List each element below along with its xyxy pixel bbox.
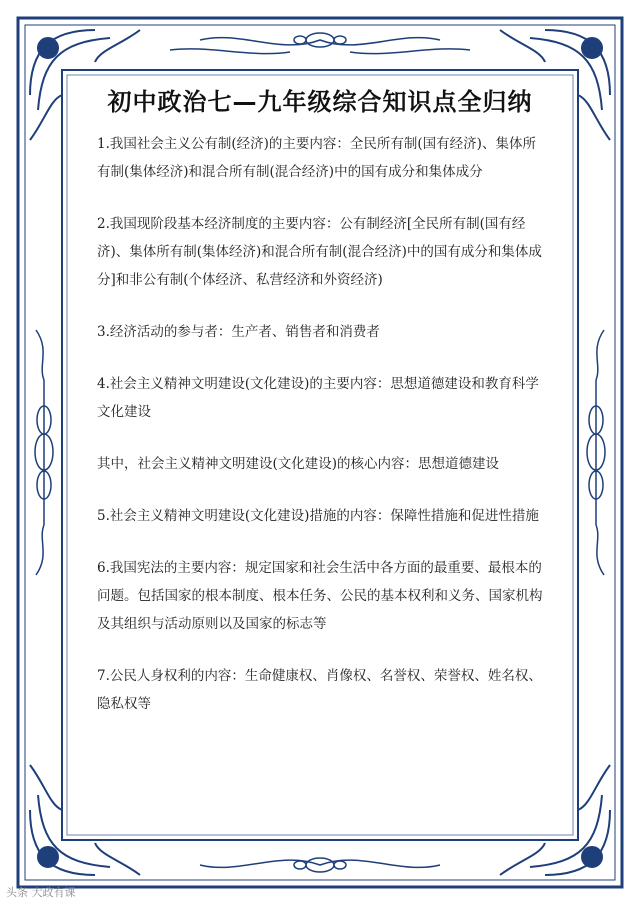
- source-watermark: 头条 大政有课: [6, 886, 76, 899]
- bottom-center-ornament: [200, 858, 440, 872]
- paragraph-3: 3.经济活动的参与者：生产者、销售者和消费者: [97, 324, 380, 340]
- paragraph-6: 6.我国宪法的主要内容：规定国家和社会生活中各方面的最重要、最根本的问题。包括国家的根本制度、根本任务、公民的基本权利和义务、国家机构及其组织与活动原则以及国家的标志等: [97, 560, 543, 632]
- right-side-ornament: [587, 330, 605, 575]
- paragraph-4-core: 其中，社会主义精神文明建设(文化建设)的核心内容：思想道德建设: [97, 456, 500, 472]
- paragraph-5: 5.社会主义精神文明建设(文化建设)措施的内容：保障性措施和促进性措施: [97, 508, 539, 524]
- corner-ornament-bottom-right: [500, 765, 610, 875]
- paragraph-2: 2.我国现阶段基本经济制度的主要内容：公有制经济[全民所有制(国有经济)、集体所有制(集体经济)和混合所有制(混合经济)中的国有成分和集体成分]和非公有制(个体经济、私营经济和外资经济): [97, 216, 542, 288]
- paragraph-7: 7.公民人身权利的内容：生命健康权、肖像权、名誉权、荣誉权、姓名权、隐私权等: [97, 668, 542, 712]
- paragraph-4: 4.社会主义精神文明建设(文化建设)的主要内容：思想道德建设和教育科学文化建设: [97, 376, 539, 420]
- document-title: 初中政治七—九年级综合知识点全归纳: [107, 88, 533, 116]
- top-center-ornament: [170, 33, 470, 54]
- paragraph-1: 1.我国社会主义公有制(经济)的主要内容：全民所有制(国有经济)、集体所有制(集体经济)和混合所有制(混合经济)中的国有成分和集体成分: [97, 136, 536, 180]
- left-side-ornament: [35, 330, 53, 575]
- document-body: [97, 130, 547, 742]
- corner-ornament-bottom-left: [30, 765, 140, 875]
